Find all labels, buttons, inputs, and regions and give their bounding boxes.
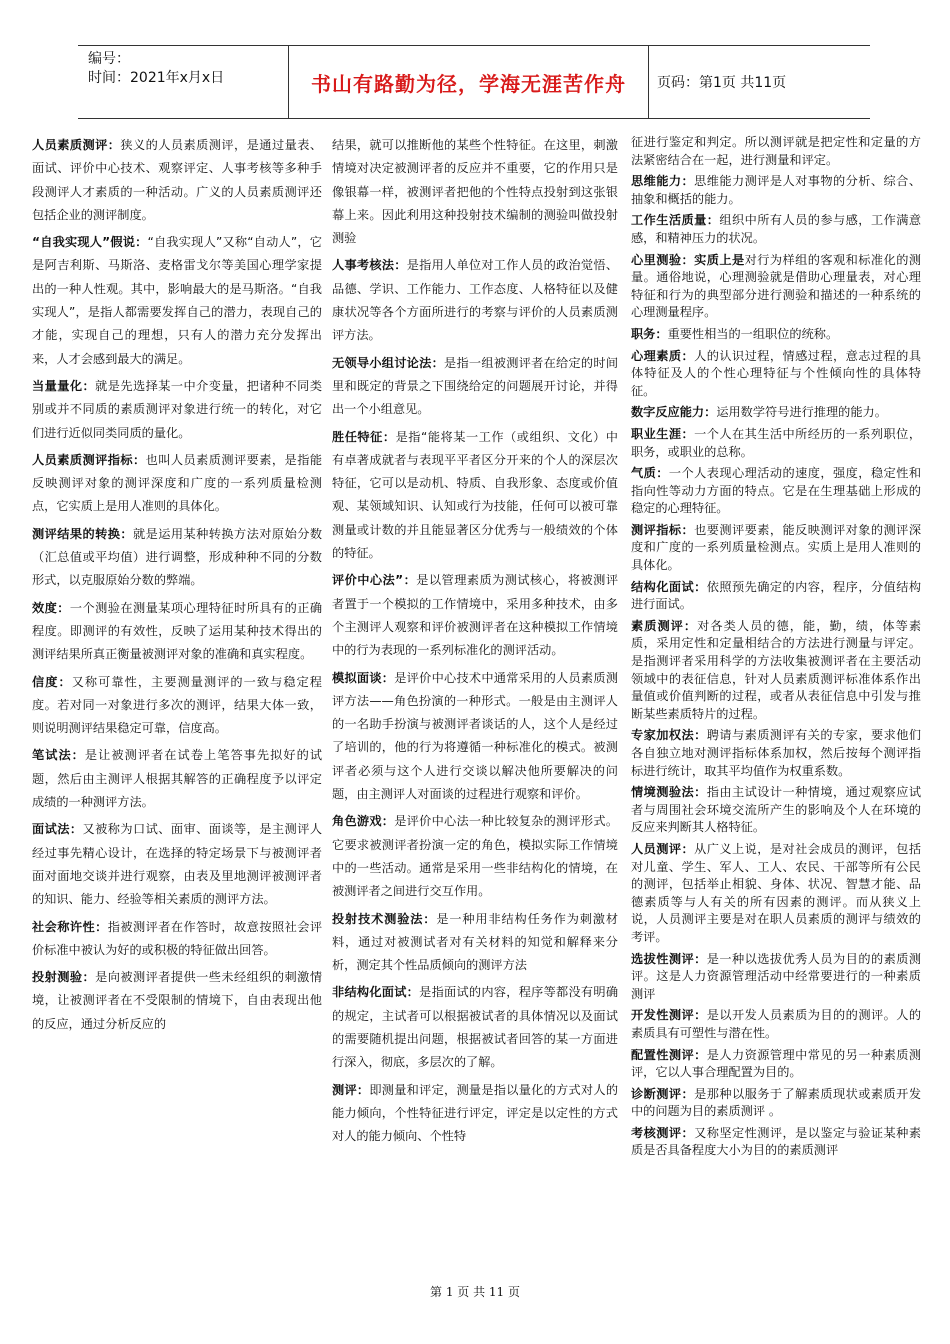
definition-entry [332,134,618,250]
definition-term: 信度： [32,674,72,689]
definition-entry [32,449,322,519]
definition-entry [32,523,322,593]
definition-term: 专家加权法： [631,728,707,743]
definition-entry [631,1086,921,1121]
definition-entry [631,252,921,322]
definition-term: 投射技术测验法： [332,911,437,926]
definition-text: 一个人在其生活中所经历的一系列职位，职务，或职业的总称。 [631,426,921,459]
definition-term: 效度： [32,600,70,615]
definition-term: 素质测评： [631,618,698,633]
definition-text: 组织中所有人员的参与感，工作满意感，和精神压力的状况。 [631,213,921,245]
definition-term: 气质： [631,466,669,481]
definition-entry [631,426,921,461]
definition-entry [631,522,921,575]
definition-text: 一个人表现心理活动的速度，强度，稳定性和指向性等动力方面的特点。它是在生理基础上形成的稳定的心理特征。 [631,466,921,516]
definition-text: 一个测验在测量某项心理特征时所具有的正确程度。即测评的有效性，反映了运用某种技术得出的测评结果所真正衡量被测评对象的准确和真实程度。 [32,600,322,662]
definition-text: 聘请与素质测评有关的专家，要求他们各自独立地对测评指标体系加权，然后按每个测评指标进行统计，取其平均值作为权重系数。 [631,728,921,778]
definition-term: 人员测评： [631,841,695,856]
definition-entry [32,134,322,227]
document-number-label: 编号： [88,51,130,67]
page-header [78,45,870,119]
definition-text: 又称可靠性，主要测量测评的一致与稳定程度。若对同一对象进行多次的测评，结果大体一致，则说明测评结果稳定可靠，信度高。 [32,674,322,736]
definition-entry [332,908,618,978]
definition-text: 从广义上说，是对社会成员的测评，包括对儿童、学生、军人、工人、农民、干部等所有公民的测评，包括举止相貌、身体、状况、智慧才能、品德素质等与人有关的所有因素的测评。而从狭义上说，人员测评主要是对在职人员素质的测评与绩效的考评。 [631,841,921,944]
definition-text: 是指用人单位对工作人员的政治觉悟、品德、学识、工作能力、工作态度、人格特征以及健康状况等各个方面所进行的考察与评价的人员素质测评方法。 [332,258,618,343]
definition-text: 是指面试的内容，程序等都没有明确的规定，主试者可以根据被试者的具体情况以及面试的需要随机提出问题，根据被试者回答的某一方面进行深入，彻底，多层次的了解。 [332,985,618,1070]
definition-term: 人事考核法： [332,258,407,273]
definition-entry [332,810,618,903]
definition-entry [332,569,618,662]
definition-entry [631,841,921,947]
definition-entry [631,1007,921,1042]
definition-text: 即测量和评定，测量是指以量化的方式对人的能力倾向，个性特征进行评定，评定是以定性的方式对人的能力倾向、个性特 [332,1082,618,1144]
definition-entry [631,404,921,422]
text-column-1 [32,134,322,1286]
definition-text: 又被称为口试、面审、面谈等，是主测评人经过事先精心设计，在选择的特定场景下与被测评者面对面地交谈并进行观察，由表及里地测评被测评者的知识、能力、经验等相关素质的测评方法。 [32,822,322,907]
definition-text: 也要测评要素，能反映测评对象的测评深度和广度的一系列质量检测点。实质上是用人准则的具体化。 [631,522,921,573]
definition-entry [631,618,921,724]
definition-entry [32,744,322,814]
definition-term: 心理素质： [631,348,695,363]
definition-text: 对各类人员的德，能，勤，绩，体等素质，采用定性和定量相结合的方法进行测量与评定。是指测评者采用科学的方法收集被测评者在主要活动领域中的表征信息，针对人员素质测评标准体系作出量值或价值判断的过程，或者从表征信息中引发与推断某些素质特片的过程。 [631,618,921,721]
definition-entry [32,375,322,445]
definition-term: 思维能力： [631,174,695,189]
definition-term: 笔试法： [32,748,85,763]
definition-term: 角色游戏： [332,814,395,829]
page-footer: 第 1 页 共 11 页 [430,1285,520,1299]
definition-text: 又称坚定性测评，是以鉴定与验证某种素质是否具备程度大小为目的的素质测评 [631,1125,921,1158]
text-column-3 [631,134,921,1286]
definition-term: 模拟面谈： [332,670,395,685]
definition-text: 指被测评者在作答时，故意按照社会评价标准中被认为好的或积极的特征做出回答。 [32,919,322,957]
definition-text: 是以开发人员素质为目的的测评。人的素质具有可塑性与潜在性。 [631,1008,921,1040]
header-motto: 书山有路勤为径，学海无涯苦作舟 [288,46,649,118]
definition-term: 选拔性测评： [631,951,707,966]
definition-text: 是评价中心法一种比较复杂的测评形式。它要求被测评者扮演一定的角色，模拟实际工作情境中的一些活动。通常是采用一些非结构化的情境，在被测评者之间进行交互作用。 [332,814,618,899]
definition-entry [332,981,618,1074]
definition-text: “自我实现人”又称“自动人”，它是阿吉利斯、马斯洛、麦格雷戈尔等美国心理学家提出的一种人性观。其中，影响最大的是马斯洛。“自我实现人”，是指人都需要发挥自己的潜力，表现自己的才能，实现自己的理想，只有人的潜力充分发挥出来，人才会感到最大的满足。 [32,235,322,366]
definition-term: 测评： [332,1082,370,1097]
header-meta [78,46,288,118]
definition-entry [32,966,322,1036]
definition-text: 是以管理素质为测试核心，将被测评者置于一个模拟的工作情境中，采用多种技术，由多个主测评人观察和评价被测评者在这种模拟工作情境中的行为表现的一系列标准化的测评活动。 [332,573,618,658]
definition-term: 配置性测评： [631,1047,707,1062]
definition-entry [631,951,921,1004]
definition-term: 无领导小组讨论法： [332,355,445,370]
definition-entry [631,465,921,518]
definition-text: 是一种用非结构任务作为刺激材料，通过对被测试者对有关材料的知觉和解释来分析，测定其个性品质倾向的测评方法 [332,911,618,973]
definition-text: 是指一组被测评者在给定的时间里和既定的背景之下围绕给定的问题展开讨论，并得出一个小组意见。 [332,355,618,417]
definition-term: 职务： [631,326,668,341]
definition-entry [631,212,921,247]
definition-term: 诊断测评： [631,1086,695,1101]
definition-term: 结构化面试： [631,579,707,594]
definition-entry [332,254,618,347]
definition-term: 人员素质测评指标： [32,452,146,467]
definition-text: 狭义的人员素质测评，是通过量表、面试、评价中心技术、观察评定、人事考核等多种手段测评人才素质的一种活动。广义的人员素质测评还包括企业的测评制度。 [32,138,322,222]
definition-term: 人员素质测评： [32,138,121,152]
definition-text: 思维能力测评是人对事物的分析、综合、抽象和概括的能力。 [631,174,921,206]
definition-text: 依照预先确定的内容，程序，分值结构进行面试。 [631,579,921,612]
definition-term: 开发性测评： [631,1008,707,1023]
definition-term: 非结构化面试： [332,985,420,1000]
definition-text: 是让被测评者在试卷上笔答事先拟好的试题，然后由主测评人根据其解答的正确程度予以评定成绩的一种测评方法。 [32,748,322,810]
definition-term: 评价中心法”： [332,573,417,588]
header-page-number: 页码：第1页 共11页 [657,75,787,91]
definition-entry [631,173,921,208]
definition-text: 人的认识过程，情感过程，意志过程的具体特征及人的个性心理特征与个性倾向性的具体特征。 [631,348,921,398]
definition-term: 测评结果的转换： [32,526,134,541]
definition-entry [32,231,322,371]
document-time-label: 时间：2021年x月x日 [88,70,225,86]
definition-text: 是人力资源管理中常见的另一种素质测评，它以人事合理配置为目的。 [631,1047,921,1080]
definition-term: 情境测验法： [631,785,707,800]
definition-entry [32,671,322,741]
definition-text: 是一种以选拔优秀人员为目的的素质测评。这是人力资源管理活动中经常要进行的一种素质测评 [631,951,921,1001]
definition-entry [631,579,921,614]
definition-term: 社会称许性： [32,919,108,934]
definition-term: 职业生涯： [631,426,695,441]
definition-term: 心里测验：实质上是 [631,252,745,267]
definition-text: 指由主试设计一种情境，通过观察应试者与周围社会环境交流所产生的影响及个人在环境的反应来判断其人格特征。 [631,785,921,835]
definition-text: 对行为样组的客观和标准化的测量。通俗地说，心理测验就是借助心理量表，对心理特征和行为的典型部分进行测验和描述的一种系统的心理测量程序。 [631,252,921,320]
definition-term: 投射测验： [32,970,96,985]
definition-entry [631,1125,921,1160]
text-column-2 [332,134,618,1286]
definition-entry [631,348,921,401]
definition-entry [332,426,618,566]
definition-term: 测评指标： [631,522,695,537]
definition-entry [631,727,921,780]
definition-text: 结果，就可以推断他的某些个性特征。在这里，刺激情境对决定被测评者的反应并不重要，它的作用只是像银幕一样，被测评者把他的个性特点投射到这张银幕上来。因此利用这种投射技术编制的测验叫做投射测验 [332,138,618,246]
definition-text: 是那种以服务于了解素质现状或素质开发中的问题为目的素质测评 。 [631,1086,921,1119]
definition-term: 当量量化： [32,378,96,393]
definition-text: 是向被测评者提供一些未经组织的刺激情境，让被测评者在不受限制的情境下，自由表现出他的反应，通过分析反应的 [32,970,322,1031]
definition-entry [332,667,618,807]
definition-term: 考核测评： [631,1125,695,1140]
definition-term: “自我实现人”假说： [32,235,148,250]
definition-text: 是指“能将某一工作（或组织、文化）中有卓著成就者与表现平平者区分开来的个人的深层次特征，它可以是动机、特质、自我形象、态度或价值观、某领域知识、认知或行为技能，任何可以被可靠测量或计数的并且能显著区分优秀与一般绩效的个体的特征。 [332,429,618,561]
definition-entry [631,134,921,169]
definition-entry [631,1047,921,1082]
definition-text: 就是先选择某一中介变量，把诸种不同类别或并不同质的素质测评对象进行统一的转化，对它们进行近似同类同质的量化。 [32,378,322,440]
definition-text: 也叫人员素质测评要素，是指能反映测评对象的测评深度和广度的一系列质量检测点，它实质上是用人准则的具体化。 [32,452,322,514]
definition-text: 是评价中心技术中通常采用的人员素质测评方法——角色扮演的一种形式。一般是由主测评人的一名助手扮演与被测评者谈话的人，这个人是经过了培训的，他的行为将遵循一种标准化的模式。被测评者必须与这个人进行交谈以解决他所要解决的问题，由主测评人对面谈的过程进行观察和评价。 [332,670,618,802]
definition-text: 重要性相当的一组职位的统称。 [667,326,839,341]
definition-entry [32,818,322,911]
definition-term: 工作生活质量： [631,213,720,228]
definition-term: 面试法： [32,822,83,837]
definition-entry [32,916,322,963]
definition-entry [332,352,618,422]
definition-text: 征进行鉴定和判定。所以测评就是把定性和定量的方法紧密结合在一起，进行测量和评定。 [631,135,921,167]
definition-entry [631,784,921,837]
definition-text: 运用数学符号进行推理的能力。 [716,405,887,420]
definition-text: 就是运用某种转换方法对原始分数（汇总值或平均值）进行调整，形成种种不同的分数形式，以克服原始分数的弊端。 [32,526,322,588]
definition-entry [332,1079,618,1149]
definition-term: 胜任特征： [332,429,396,444]
definition-term: 数字反应能力： [631,405,717,420]
definition-entry [32,597,322,667]
definition-entry [631,326,921,344]
